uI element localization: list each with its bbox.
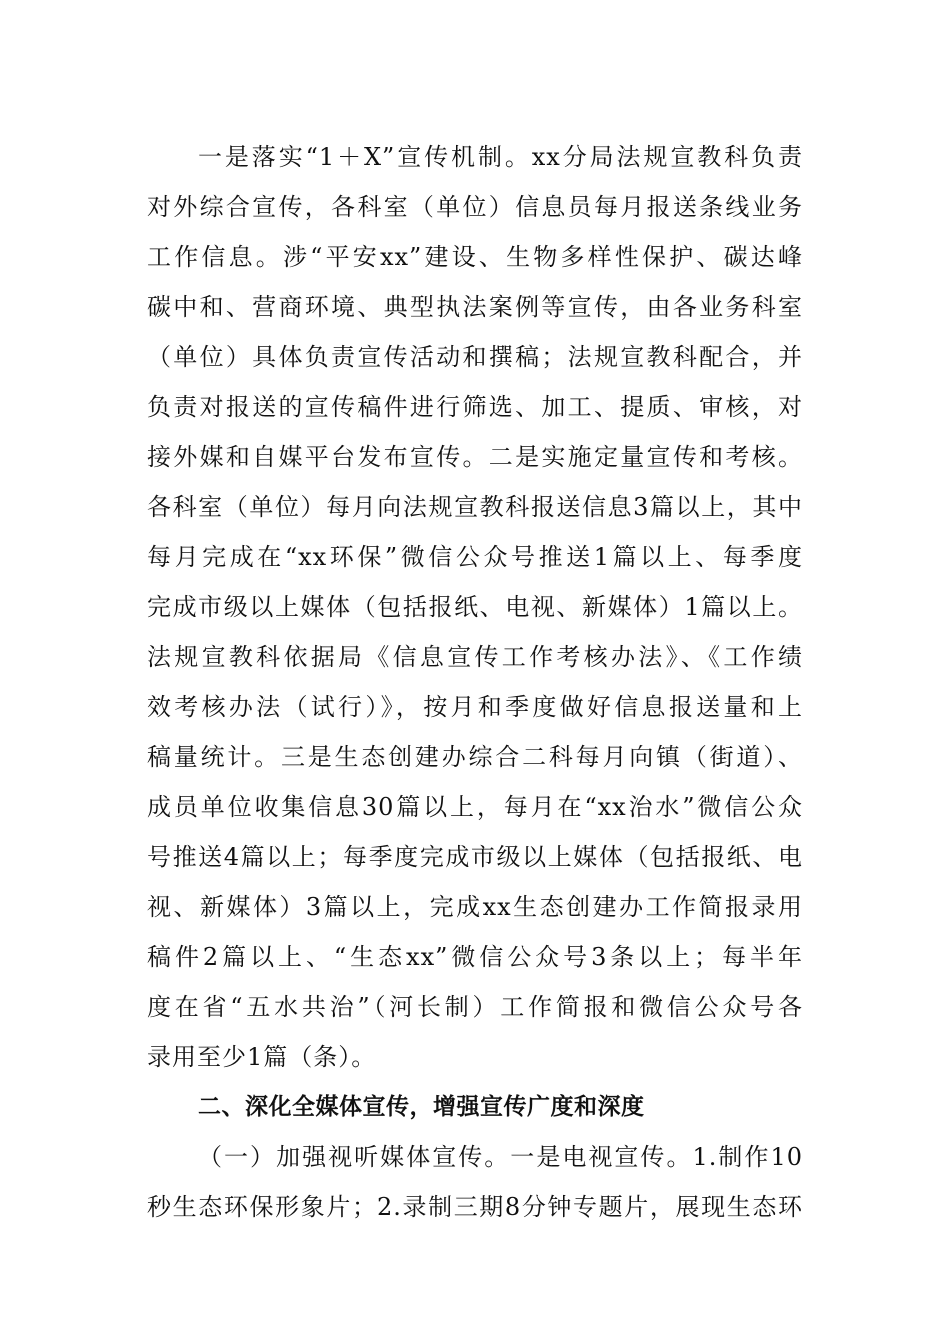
paragraph-audiovisual-media [147,1132,803,1232]
paragraph-propaganda-mechanism [147,132,803,1082]
paragraph-line: （单位）具体负责宣传活动和撰稿；法规宣教科配合，并 [147,343,803,371]
paragraph-line: 工作信息。涉“平安xx”建设、生物多样性保护、碳达峰 [147,243,803,271]
paragraph-line: 各科室（单位）每月向法规宣教科报送信息3篇以上，其中 [147,493,803,521]
paragraph-line: 完成市级以上媒体（包括报纸、电视、新媒体）1篇以上。 [147,593,803,621]
paragraph-line: 稿件2篇以上、“生态xx”微信公众号3条以上；每半年 [147,943,803,971]
document-body [147,132,803,1232]
section-heading: 二、深化全媒体宣传，增强宣传广度和深度 [198,1094,645,1120]
paragraph-line: 对外综合宣传，各科室（单位）信息员每月报送条线业务 [147,193,803,221]
paragraph-line: 碳中和、营商环境、典型执法案例等宣传，由各业务科室 [147,293,803,321]
paragraph-line: 度在省“五水共治”（河长制）工作简报和微信公众号各 [147,993,803,1021]
paragraph-line: 每月完成在“xx环保”微信公众号推送1篇以上、每季度 [147,543,803,571]
paragraph-line: 成员单位收集信息30篇以上，每月在“xx治水”微信公众 [147,793,803,821]
paragraph-line: 稿量统计。三是生态创建办综合二科每月向镇（街道）、 [147,743,803,771]
paragraph-line: 接外媒和自媒平台发布宣传。二是实施定量宣传和考核。 [147,443,803,471]
paragraph-line: 一是落实“1＋X”宣传机制。xx分局法规宣教科负责 [198,143,803,171]
paragraph-line: 视、新媒体）3篇以上，完成xx生态创建办工作简报录用 [147,893,803,921]
paragraph-line: 秒生态环保形象片；2.录制三期8分钟专题片，展现生态环 [147,1193,803,1221]
paragraph-line: 录用至少1篇（条）。 [147,1043,377,1071]
paragraph-line: 效考核办法（试行）》，按月和季度做好信息报送量和上 [147,693,803,721]
paragraph-line: 负责对报送的宣传稿件进行筛选、加工、提质、审核，对 [147,393,803,421]
paragraph-line: （一）加强视听媒体宣传。一是电视宣传。1.制作10 [198,1143,803,1171]
paragraph-line: 号推送4篇以上；每季度完成市级以上媒体（包括报纸、电 [147,843,803,871]
paragraph-line: 法规宣教科依据局《信息宣传工作考核办法》、《工作绩 [147,643,803,671]
